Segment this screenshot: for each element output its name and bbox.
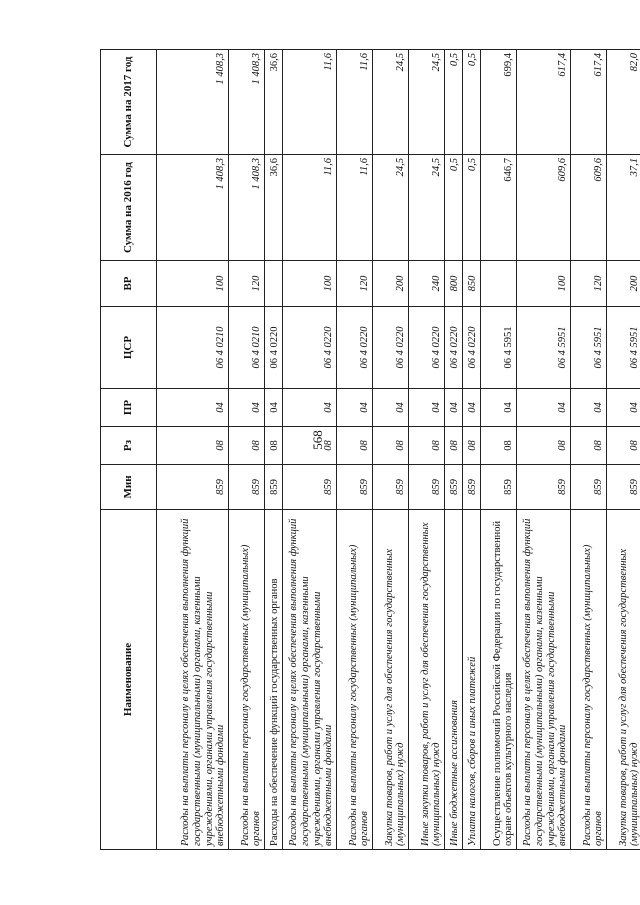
cell-pr: 04 [337, 389, 373, 427]
cell-sum-2016: 1 408,3 [157, 155, 229, 261]
cell-sum-2017: 24,5 [409, 50, 445, 155]
cell-name: Уплата налогов, сборов и иных платежей [463, 510, 481, 850]
cell-vr: 800 [445, 261, 463, 307]
cell-sum-2017: 0,5 [445, 50, 463, 155]
cell-csr: 06 4 5951 [607, 307, 640, 389]
table-row [571, 50, 607, 850]
cell-csr: 06 4 5951 [481, 307, 517, 389]
cell-csr: 06 4 0220 [463, 307, 481, 389]
cell-name: Расходы на выплаты персоналу государственных (муниципальных) органов [571, 510, 607, 850]
header-sum-2016: Сумма на 2016 год [101, 155, 157, 261]
header-rz: Рз [101, 427, 157, 465]
cell-csr: 06 4 0210 [157, 307, 229, 389]
cell-min: 859 [481, 465, 517, 510]
cell-rz: 08 [265, 427, 283, 465]
cell-vr: 200 [373, 261, 409, 307]
cell-min: 859 [463, 465, 481, 510]
cell-rz: 08 [517, 427, 571, 465]
cell-sum-2016: 37,1 [607, 155, 640, 261]
table-body [157, 50, 640, 850]
cell-csr: 06 4 0220 [337, 307, 373, 389]
cell-pr: 04 [157, 389, 229, 427]
cell-csr: 06 4 5951 [571, 307, 607, 389]
cell-rz: 08 [229, 427, 265, 465]
table-row [517, 50, 571, 850]
cell-sum-2016: 0,5 [445, 155, 463, 261]
cell-pr: 04 [283, 389, 337, 427]
cell-sum-2017: 1 408,3 [229, 50, 265, 155]
table-row [481, 50, 517, 850]
cell-min: 859 [409, 465, 445, 510]
cell-sum-2016: 0,5 [463, 155, 481, 261]
cell-sum-2017: 11,6 [337, 50, 373, 155]
budget-table [100, 49, 640, 850]
cell-pr: 04 [517, 389, 571, 427]
table-row [157, 50, 229, 850]
header-vr: ВР [101, 261, 157, 307]
cell-pr: 04 [229, 389, 265, 427]
cell-csr: 06 4 0220 [445, 307, 463, 389]
table-row [607, 50, 640, 850]
cell-name: Расходы на выплаты персоналу государственных (муниципальных) органов [229, 510, 265, 850]
cell-pr: 04 [463, 389, 481, 427]
table-row [463, 50, 481, 850]
cell-name: Расходы на обеспечение функций государственных органов [265, 510, 283, 850]
cell-rz: 08 [157, 427, 229, 465]
cell-sum-2017: 24,5 [373, 50, 409, 155]
table-row [337, 50, 373, 850]
cell-name: Расходы на выплаты персоналу в целях обеспечения выполнения функций государственными (муниципальными) органами, казенными учреждениями, органами управления государственными внебюджетными фондами [517, 510, 571, 850]
cell-sum-2016: 24,5 [409, 155, 445, 261]
cell-min: 859 [445, 465, 463, 510]
cell-sum-2016: 11,6 [283, 155, 337, 261]
cell-pr: 04 [607, 389, 640, 427]
cell-vr: 120 [337, 261, 373, 307]
cell-min: 859 [571, 465, 607, 510]
cell-rz: 08 [373, 427, 409, 465]
header-sum-2017: Сумма на 2017 год [101, 50, 157, 155]
cell-vr: 120 [571, 261, 607, 307]
cell-min: 859 [229, 465, 265, 510]
cell-vr [265, 261, 283, 307]
cell-csr: 06 4 0220 [409, 307, 445, 389]
cell-min: 859 [157, 465, 229, 510]
cell-csr: 06 4 0210 [229, 307, 265, 389]
table-row [409, 50, 445, 850]
cell-sum-2017: 36,6 [265, 50, 283, 155]
cell-rz: 08 [607, 427, 640, 465]
page-number: 568 [310, 430, 325, 450]
cell-vr: 850 [463, 261, 481, 307]
cell-sum-2017: 82,0 [607, 50, 640, 155]
cell-name: Расходы на выплаты персоналу государственных (муниципальных) органов [337, 510, 373, 850]
cell-sum-2017: 0,5 [463, 50, 481, 155]
cell-name: Расходы на выплаты персоналу в целях обеспечения выполнения функций государственными (муниципальными) органами, казенными учреждениями, органами управления государственными внебюджетными фондами [283, 510, 337, 850]
cell-sum-2017: 11,6 [283, 50, 337, 155]
cell-vr: 100 [283, 261, 337, 307]
cell-vr: 120 [229, 261, 265, 307]
table-row [283, 50, 337, 850]
cell-vr: 200 [607, 261, 640, 307]
cell-min: 859 [373, 465, 409, 510]
cell-rz: 08 [463, 427, 481, 465]
header-name: Наименование [101, 510, 157, 850]
cell-sum-2017: 699,4 [481, 50, 517, 155]
cell-min: 859 [337, 465, 373, 510]
cell-pr: 04 [571, 389, 607, 427]
cell-vr: 240 [409, 261, 445, 307]
cell-sum-2016: 36,6 [265, 155, 283, 261]
cell-sum-2017: 617,4 [571, 50, 607, 155]
cell-min: 859 [283, 465, 337, 510]
cell-rz: 08 [571, 427, 607, 465]
cell-csr: 06 4 5951 [517, 307, 571, 389]
header-csr: ЦСР [101, 307, 157, 389]
cell-name: Осуществление полномочий Российской Федерации по государственной охране объектов культурного наследия [481, 510, 517, 850]
cell-sum-2016: 24,5 [373, 155, 409, 261]
cell-name: Расходы на выплаты персоналу в целях обеспечения выполнения функций государственными (муниципальными) органами, казенными учреждениями, органами управления государственными внебюджетными фондами [157, 510, 229, 850]
cell-sum-2016: 1 408,3 [229, 155, 265, 261]
cell-sum-2017: 617,4 [517, 50, 571, 155]
cell-sum-2016: 609,6 [571, 155, 607, 261]
cell-pr: 04 [409, 389, 445, 427]
cell-pr: 04 [481, 389, 517, 427]
budget-table-container [100, 50, 640, 850]
cell-vr [481, 261, 517, 307]
header-row [101, 50, 157, 850]
cell-csr: 06 4 0220 [373, 307, 409, 389]
cell-csr: 06 4 0220 [283, 307, 337, 389]
cell-csr: 06 4 0220 [265, 307, 283, 389]
table-row [229, 50, 265, 850]
cell-rz: 08 [445, 427, 463, 465]
cell-sum-2016: 646,7 [481, 155, 517, 261]
cell-rz: 08 [337, 427, 373, 465]
cell-sum-2016: 11,6 [337, 155, 373, 261]
cell-name: Закупка товаров, работ и услуг для обеспечения государственных (муниципальных) нужд [607, 510, 640, 850]
table-row [265, 50, 283, 850]
cell-pr: 04 [445, 389, 463, 427]
cell-name: Закупка товаров, работ и услуг для обеспечения государственных (муниципальных) нужд [373, 510, 409, 850]
cell-name: Иные бюджетные ассигнования [445, 510, 463, 850]
cell-rz: 08 [481, 427, 517, 465]
cell-min: 859 [607, 465, 640, 510]
cell-sum-2016: 609,6 [517, 155, 571, 261]
cell-min: 859 [265, 465, 283, 510]
table-row [373, 50, 409, 850]
cell-pr: 04 [373, 389, 409, 427]
cell-vr: 100 [517, 261, 571, 307]
header-pr: ПР [101, 389, 157, 427]
cell-rz: 08 [409, 427, 445, 465]
cell-name: Иные закупки товаров, работ и услуг для обеспечения государственных (муниципальных) нужд [409, 510, 445, 850]
cell-min: 859 [517, 465, 571, 510]
cell-sum-2017: 1 408,3 [157, 50, 229, 155]
cell-rz: 08 [283, 427, 337, 465]
table-row [445, 50, 463, 850]
header-min: Мин [101, 465, 157, 510]
cell-pr: 04 [265, 389, 283, 427]
cell-vr: 100 [157, 261, 229, 307]
